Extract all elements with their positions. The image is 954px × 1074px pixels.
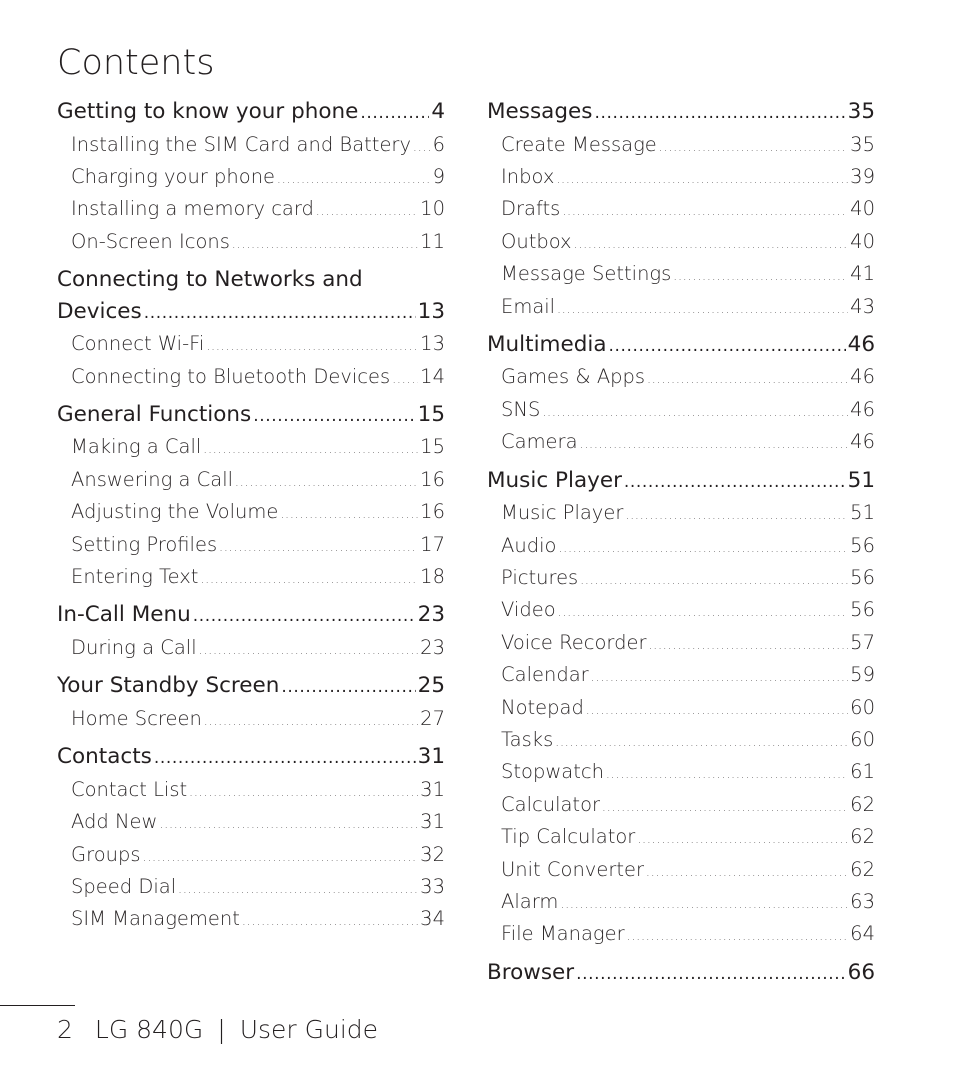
toc-item-label: Message Settings [501, 262, 672, 286]
toc-page-number: 15 [420, 435, 445, 459]
dot-leader [204, 707, 418, 736]
dot-leader [206, 332, 418, 361]
toc-item-label: Charging your phone [71, 164, 276, 188]
dot-leader [277, 165, 431, 194]
toc-section-entry[interactable] [487, 465, 875, 499]
toc-item-label: Outbox [501, 229, 572, 253]
dot-leader [203, 435, 418, 464]
dot-leader [647, 365, 848, 394]
toc-section-entry[interactable] [487, 96, 875, 130]
toc-page-number: 15 [417, 401, 445, 427]
toc-item-label: Installing the SIM Card and Battery [71, 132, 411, 156]
toc-item-drafts[interactable] [487, 194, 875, 226]
toc-item-setting-profiles[interactable] [57, 530, 445, 562]
toc-page-number: 35 [847, 99, 875, 124]
toc-item-label: Video [501, 598, 556, 622]
toc-page-number: 62 [850, 825, 875, 849]
toc-page-number: 40 [850, 229, 875, 253]
toc-page-number: 9 [432, 164, 445, 188]
toc-page-number: 60 [850, 695, 875, 719]
toc-page-number: 56 [850, 533, 875, 557]
toc-section-title: Getting to know your phone [57, 99, 359, 124]
toc-page-number: 6 [432, 132, 445, 156]
dot-leader [560, 890, 848, 919]
toc-item-label: On-Screen Icons [71, 229, 230, 253]
dot-leader [558, 534, 848, 563]
toc-item-installing-the-sim-card-and-battery[interactable] [57, 130, 445, 162]
toc-item-label: Unit Converter [501, 857, 645, 881]
toc-page-number: 17 [420, 532, 445, 556]
toc-item-sim-management[interactable] [57, 904, 445, 936]
toc-page-number: 41 [850, 262, 875, 286]
toc-item-inbox[interactable] [487, 162, 875, 194]
toc-page-number: 46 [850, 397, 875, 421]
toc-page-number: 33 [420, 875, 445, 898]
toc-item-groups[interactable] [57, 840, 445, 872]
dot-leader [555, 728, 848, 757]
toc-item-label: Speed Dial [71, 875, 177, 898]
toc-item-notepad[interactable] [487, 693, 875, 725]
dot-leader [586, 696, 848, 725]
toc-page-number: 61 [850, 760, 875, 784]
toc-item-label: Adjusting the Volume [71, 500, 279, 524]
toc-section-multimedia [487, 329, 875, 460]
toc-item-message-settings[interactable] [487, 259, 875, 291]
toc-item-label: Answering a Call [71, 467, 234, 491]
toc-section-general-functions [57, 399, 445, 595]
toc-item-games-and-apps[interactable] [487, 362, 875, 394]
toc-page-number: 60 [850, 728, 875, 751]
footer-rule [0, 1005, 75, 1006]
toc-item-unit-converter[interactable] [487, 855, 875, 887]
toc-item-label: During a Call [71, 635, 197, 659]
toc-page-number: 18 [420, 565, 445, 589]
toc-section-browser [487, 957, 875, 991]
toc-page-number: 23 [417, 602, 445, 628]
toc-page-number: 64 [850, 922, 875, 946]
toc-section-title: Multimedia [487, 331, 607, 357]
toc-item-label: SNS [501, 397, 541, 421]
toc-section-in-call-menu [57, 599, 445, 665]
dot-leader [558, 598, 849, 627]
toc-section-title: Contacts [57, 744, 152, 770]
toc-section-title: In-Call Menu [57, 602, 191, 628]
dot-leader [280, 500, 418, 529]
toc-section-entry[interactable] [57, 741, 445, 775]
dot-leader [646, 858, 848, 887]
toc-item-label: Voice Recorder [501, 630, 647, 654]
toc-page-number: 56 [850, 598, 875, 622]
toc-page-number: 51 [850, 501, 875, 525]
toc-item-label: Stopwatch [501, 760, 604, 784]
toc-item-label: Setting Profiles [71, 532, 218, 556]
toc-section-your-standby-screen [57, 670, 445, 736]
toc-item-speed-dial[interactable] [57, 872, 445, 904]
toc-item-file-manager[interactable] [487, 919, 875, 951]
toc-page-number: 62 [850, 857, 875, 881]
toc-section-entry[interactable] [57, 670, 445, 704]
toc-page-number: 40 [850, 197, 875, 221]
toc-item-stopwatch[interactable] [487, 757, 875, 789]
toc-section-entry[interactable] [57, 96, 445, 130]
page-title: Contents [57, 43, 215, 83]
toc-item-label: Audio [501, 533, 557, 557]
toc-item-entering-text[interactable] [57, 562, 445, 594]
dot-leader [594, 98, 845, 130]
dot-leader [580, 566, 848, 595]
toc-page-number: 43 [850, 294, 875, 318]
toc-page-number: 59 [850, 663, 875, 687]
toc-page-number: 66 [847, 959, 875, 985]
toc-page-number: 27 [420, 706, 445, 730]
dot-leader [199, 636, 419, 665]
dot-leader [542, 398, 848, 427]
toc-item-create-message[interactable] [487, 130, 875, 162]
toc-item-label: Groups [71, 842, 141, 866]
toc-item-outbox[interactable] [487, 227, 875, 259]
toc-section-title: Your Standby Screen [57, 673, 280, 699]
dot-leader [574, 230, 849, 259]
dot-leader [253, 401, 415, 433]
product-name: LG 840G [94, 1015, 204, 1044]
toc-page-number: 46 [850, 365, 875, 389]
toc-item-label: Tasks [501, 728, 554, 751]
toc-page-number: 13 [420, 332, 445, 356]
toc-section-music-player [487, 465, 875, 952]
toc-page-number: 39 [850, 164, 875, 188]
toc-item-label: Add New [71, 810, 158, 834]
toc-section-contacts [57, 741, 445, 937]
toc-section-devices [57, 264, 445, 394]
toc-item-label: Alarm [501, 890, 559, 914]
toc-page-number: 23 [420, 635, 445, 659]
toc-item-sns[interactable] [487, 395, 875, 427]
dot-leader [580, 430, 849, 459]
dot-leader [637, 825, 848, 854]
toc-section-title: Messages [487, 99, 593, 124]
toc-section-entry[interactable] [487, 329, 875, 363]
toc-page-number: 32 [420, 842, 445, 866]
toc-page-number: 14 [420, 364, 445, 388]
toc-section-entry[interactable] [57, 399, 445, 433]
dot-leader [624, 467, 846, 499]
toc-item-label: Games & Apps [501, 365, 646, 389]
toc-page-number: 35 [850, 132, 875, 156]
dot-leader [606, 760, 848, 789]
toc-item-label: Notepad [501, 695, 584, 719]
dot-leader [154, 743, 416, 775]
toc-item-camera[interactable] [487, 427, 875, 459]
dot-leader [200, 565, 418, 594]
page-footer [57, 1012, 378, 1048]
dot-leader [625, 501, 848, 530]
toc-page-number: 51 [847, 467, 875, 493]
toc-item-voice-recorder[interactable] [487, 628, 875, 660]
toc-item-calendar[interactable] [487, 660, 875, 692]
toc-page-number: 56 [850, 565, 875, 589]
toc-item-video[interactable] [487, 595, 875, 627]
dot-leader [189, 778, 418, 807]
dot-leader [159, 810, 418, 839]
toc-section-messages [487, 96, 875, 324]
toc-item-installing-a-memory-card[interactable] [57, 194, 445, 226]
toc-page-number: 16 [420, 500, 445, 524]
dot-leader [144, 298, 416, 330]
toc-item-label: Calculator [501, 792, 601, 816]
toc-item-home-screen[interactable] [57, 704, 445, 736]
toc-item-label: Calendar [501, 663, 589, 687]
toc-item-making-a-call[interactable] [57, 432, 445, 464]
dot-leader [193, 601, 416, 633]
toc-page-number: 46 [847, 331, 875, 357]
toc-item-audio[interactable] [487, 531, 875, 563]
toc-item-adjusting-the-volume[interactable] [57, 497, 445, 529]
dot-leader [281, 672, 415, 704]
toc-page-number: 57 [850, 630, 875, 654]
dot-leader [316, 197, 418, 226]
toc-item-label: Drafts [501, 197, 561, 221]
toc-page-number: 31 [420, 777, 445, 801]
guide-title: User Guide [239, 1015, 379, 1044]
dot-leader [232, 230, 418, 259]
dot-leader [392, 365, 418, 394]
toc-page-number: 34 [420, 907, 445, 931]
toc-item-label: Camera [501, 430, 578, 454]
toc-item-label: Making a Call [71, 435, 202, 459]
toc-item-label: Contact List [71, 777, 188, 801]
toc-page-number: 4 [431, 99, 445, 124]
dot-leader [360, 98, 429, 130]
dot-leader [413, 133, 431, 162]
toc-item-label: Installing a memory card [71, 197, 314, 221]
dot-leader [557, 295, 848, 324]
toc-item-label: Entering Text [71, 565, 199, 589]
toc-item-label: Inbox [501, 164, 555, 188]
toc-item-email[interactable] [487, 292, 875, 324]
toc-item-connecting-to-bluetooth-devices[interactable] [57, 362, 445, 394]
dot-leader [576, 959, 846, 991]
toc-item-label: Tip Calculator [501, 825, 636, 849]
toc-section-title: General Functions [57, 401, 252, 427]
toc-item-music-player[interactable] [487, 498, 875, 530]
toc-item-label: Email [501, 294, 556, 318]
toc-page-number: 13 [417, 298, 445, 324]
toc-item-contact-list[interactable] [57, 775, 445, 807]
toc-section-entry[interactable] [57, 599, 445, 633]
toc-item-tip-calculator[interactable] [487, 822, 875, 854]
dot-leader [602, 793, 848, 822]
dot-leader [242, 907, 418, 936]
toc-page-number: 10 [420, 197, 445, 221]
toc-section-getting-to-know-your-phone [57, 96, 445, 259]
toc-page-number: 25 [417, 673, 445, 699]
toc-item-charging-your-phone[interactable] [57, 162, 445, 194]
toc-item-label: Music Player [501, 501, 624, 525]
dot-leader [219, 533, 418, 562]
dot-leader [591, 663, 848, 692]
toc-section-entry[interactable] [57, 296, 445, 330]
page-number: 2 [57, 1015, 73, 1044]
toc-section-title: Music Player [487, 467, 622, 493]
toc-section-entry[interactable] [487, 957, 875, 991]
toc-item-label: Home Screen [71, 706, 202, 730]
toc-item-label: Connect Wi-Fi [71, 332, 205, 356]
toc-item-during-a-call[interactable] [57, 633, 445, 665]
toc-page-number: 31 [417, 744, 445, 770]
toc-column-right [487, 96, 875, 990]
dot-leader [659, 133, 848, 162]
toc-item-add-new[interactable] [57, 807, 445, 839]
toc-item-label: File Manager [501, 922, 625, 946]
toc-item-pictures[interactable] [487, 563, 875, 595]
dot-leader [178, 875, 418, 904]
toc-page-number: 31 [420, 810, 445, 834]
toc-item-answering-a-call[interactable] [57, 465, 445, 497]
toc-column-left [57, 96, 445, 937]
toc-item-label: Create Message [501, 132, 657, 156]
toc-item-calculator[interactable] [487, 790, 875, 822]
toc-section-title: Devices [57, 298, 142, 324]
dot-leader [627, 922, 849, 951]
toc-item-label: Pictures [501, 565, 579, 589]
toc-section-title: Browser [487, 959, 575, 985]
dot-leader [648, 631, 848, 660]
footer-separator: | [217, 1015, 226, 1044]
toc-item-connect-wi-fi[interactable] [57, 329, 445, 361]
dot-leader [556, 165, 848, 194]
toc-page-number: 63 [850, 890, 875, 914]
toc-page-number: 62 [850, 792, 875, 816]
toc-item-tasks[interactable] [487, 725, 875, 757]
toc-item-alarm[interactable] [487, 887, 875, 919]
dot-leader [143, 843, 419, 872]
toc-page-number: 16 [420, 467, 445, 491]
dot-leader [235, 468, 418, 497]
dot-leader [673, 262, 848, 291]
toc-item-on-screen-icons[interactable] [57, 227, 445, 259]
dot-leader [562, 197, 848, 226]
dot-leader [609, 331, 846, 363]
toc-item-label: SIM Management [71, 907, 240, 931]
toc-page-number: 46 [850, 430, 875, 454]
toc-section-title-line: Connecting to Networks and [57, 267, 363, 293]
toc-item-label: Connecting to Bluetooth Devices [71, 364, 391, 388]
toc-page-number: 11 [420, 229, 445, 253]
